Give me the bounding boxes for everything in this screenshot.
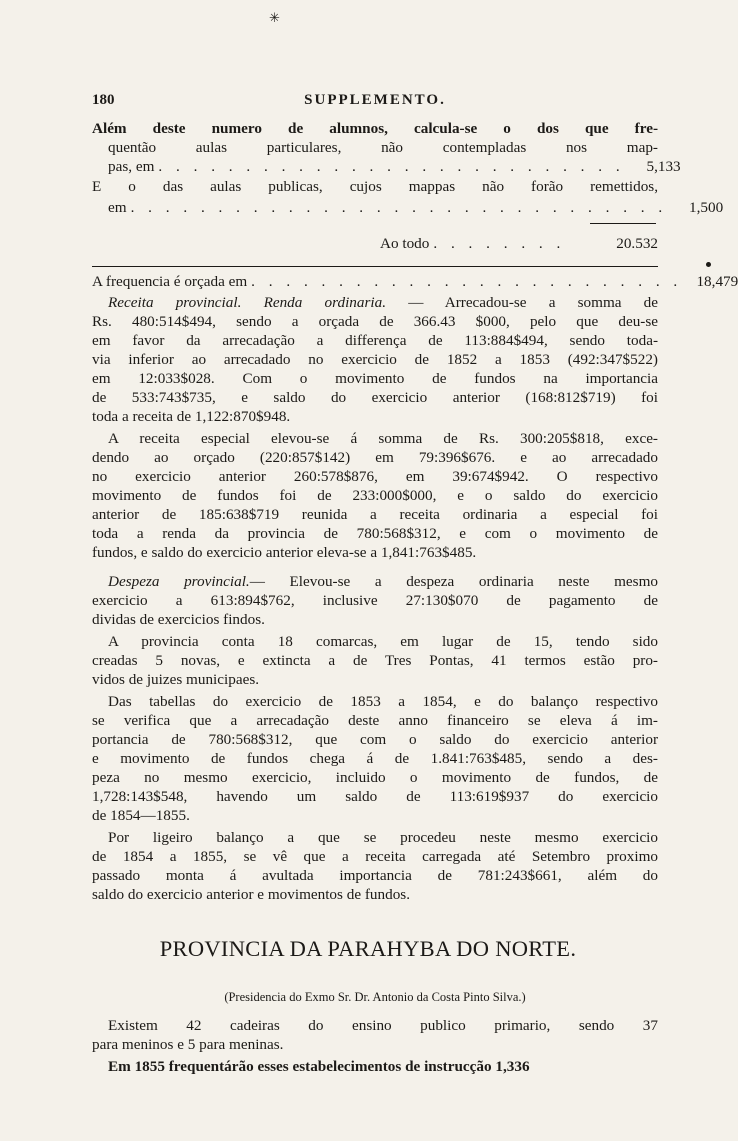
especial-line-2: dendo ao orçado (220:857$142) em 79:396$676. e ao arrecadado [92,449,658,466]
receita-line-1: Receita provincial. Renda ordinaria. — Arrecadou-se a somma de [108,294,659,311]
frequencia-1855-line: Em 1855 frequentárão esses estabelecimentos de instrucção 1,336 [108,1058,530,1075]
existem-line-2: para meninos e 5 para meninas. [92,1036,284,1053]
balanco-line-3: passado monta á avultada importancia de 781:243$661, além do [92,867,658,884]
especial-line-4: movimento de fundos foi de 233:000$000, e o saldo do exercicio [92,487,658,504]
balanco-line-1: Por ligeiro balanço a que se procedeu neste mesmo exercicio [108,829,658,846]
summary-row-total: Ao todo . . . . . . . . 20.532 [380,235,658,252]
especial-line-1: A receita especial elevou-se á somma de Rs. 300:205$818, exce- [108,430,658,447]
page-header [92,92,658,112]
presidencia-line: (Presidencia do Exmo Sr. Dr. Antonio da Costa Pinto Silva.) [224,990,526,1004]
comarcas-line-2: creadas 5 novas, e extincta a de Tres Pontas, 41 termos estão pro- [92,652,658,669]
page-number: 180 [92,92,115,108]
summary-row-pas: pas, em . . . . . . . . . . . . . . . . . . . . . . . . . . . 5,133 [108,158,681,175]
summary-line-4: E o das aulas publicas, cujos mappas não forão remettidos, [92,178,658,195]
receita-line-2: Rs. 480:514$494, sendo a orçada de 366.43 $000, pelo que deu-se [92,313,658,330]
tabellas-line-6: 1,728:143$548, havendo um saldo de 113:619$937 do exercicio [92,788,658,805]
receita-line-5: em 12:033$028. Com o movimento de fundos na importancia [92,370,658,387]
despeza-line-1: Despeza provincial.— Elevou-se a despeza ordinaria neste mesmo [108,573,658,590]
tabellas-line-5: peza no mesmo exercicio, incluido o movimento de fundos, de [92,769,658,786]
comarcas-line-1: A provincia conta 18 comarcas, em lugar de 15, tendo sido [108,633,658,650]
receita-line-7: toda a receita de 1,122:870$948. [92,408,291,425]
summary-line-1: Além deste numero de alumnos, calcula-se o dos que fre- [92,120,658,137]
tabellas-line-4: e movimento de fundos chega á de 1.841:763$485, sendo a des- [92,750,658,767]
section-rule [92,266,658,267]
section-heading: PROVINCIA DA PARAHYBA DO NORTE. [159,936,577,961]
despeza-line-2: exercicio a 613:894$762, inclusive 27:130$070 de pagamento de [92,592,658,609]
tabellas-line-2: se verifica que a arrecadação deste anno financeiro se eleva á im- [92,712,658,729]
tabellas-line-3: portancia de 780:568$312, que com o saldo do exercicio anterior [92,731,658,748]
despeza-line-3: dividas de exercicios findos. [92,611,265,628]
running-title: SUPPLEMENTO. [304,92,446,108]
receita-line-6: de 533:743$735, e saldo do exercicio anterior (168:812$719) foi [92,389,658,406]
summary-line-2: quentão aulas particulares, não contempladas nos map- [108,139,658,156]
balanco-line-2: de 1854 a 1855, se vê que a receita carregada até Setembro proximo [92,848,658,865]
tabellas-line-1: Das tabellas do exercicio de 1853 a 1854, e do balanço respectivo [108,693,658,710]
tabellas-line-7: de 1854—1855. [92,807,190,824]
print-mark: ✳ [269,10,280,25]
comarcas-line-3: vidos de juizes municipaes. [92,671,260,688]
ink-dot [706,262,711,267]
receita-line-3: em favor da arrecadação a differença de 113:884$494, sendo toda- [92,332,658,349]
especial-line-5: anterior de 185:638$719 reunida a receita ordinaria a especial foi [92,506,658,523]
sum-rule [590,223,656,224]
especial-line-7: fundos, e saldo do exercicio anterior eleva-se a 1,841:763$485. [92,544,477,561]
balanco-line-4: saldo do exercicio anterior e movimentos de fundos. [92,886,411,903]
summary-row-frequencia: A frequencia é orçada em . . . . . . . . . . . . . . . . . . . . . . . . . 18,479 [92,273,738,290]
receita-line-4: via inferior ao arrecadado no exercicio de 1852 a 1853 (492:347$522) [92,351,658,368]
existem-line-1: Existem 42 cadeiras do ensino publico primario, sendo 37 [108,1017,658,1034]
especial-line-3: no exercicio anterior 260:578$876, em 39:674$942. O respectivo [92,468,658,485]
summary-row-em: em . . . . . . . . . . . . . . . . . . . . . . . . . . . . . . . 1,500 [108,199,724,216]
especial-line-6: toda a renda da provincia de 780:568$312, e com o movimento de [92,525,658,542]
